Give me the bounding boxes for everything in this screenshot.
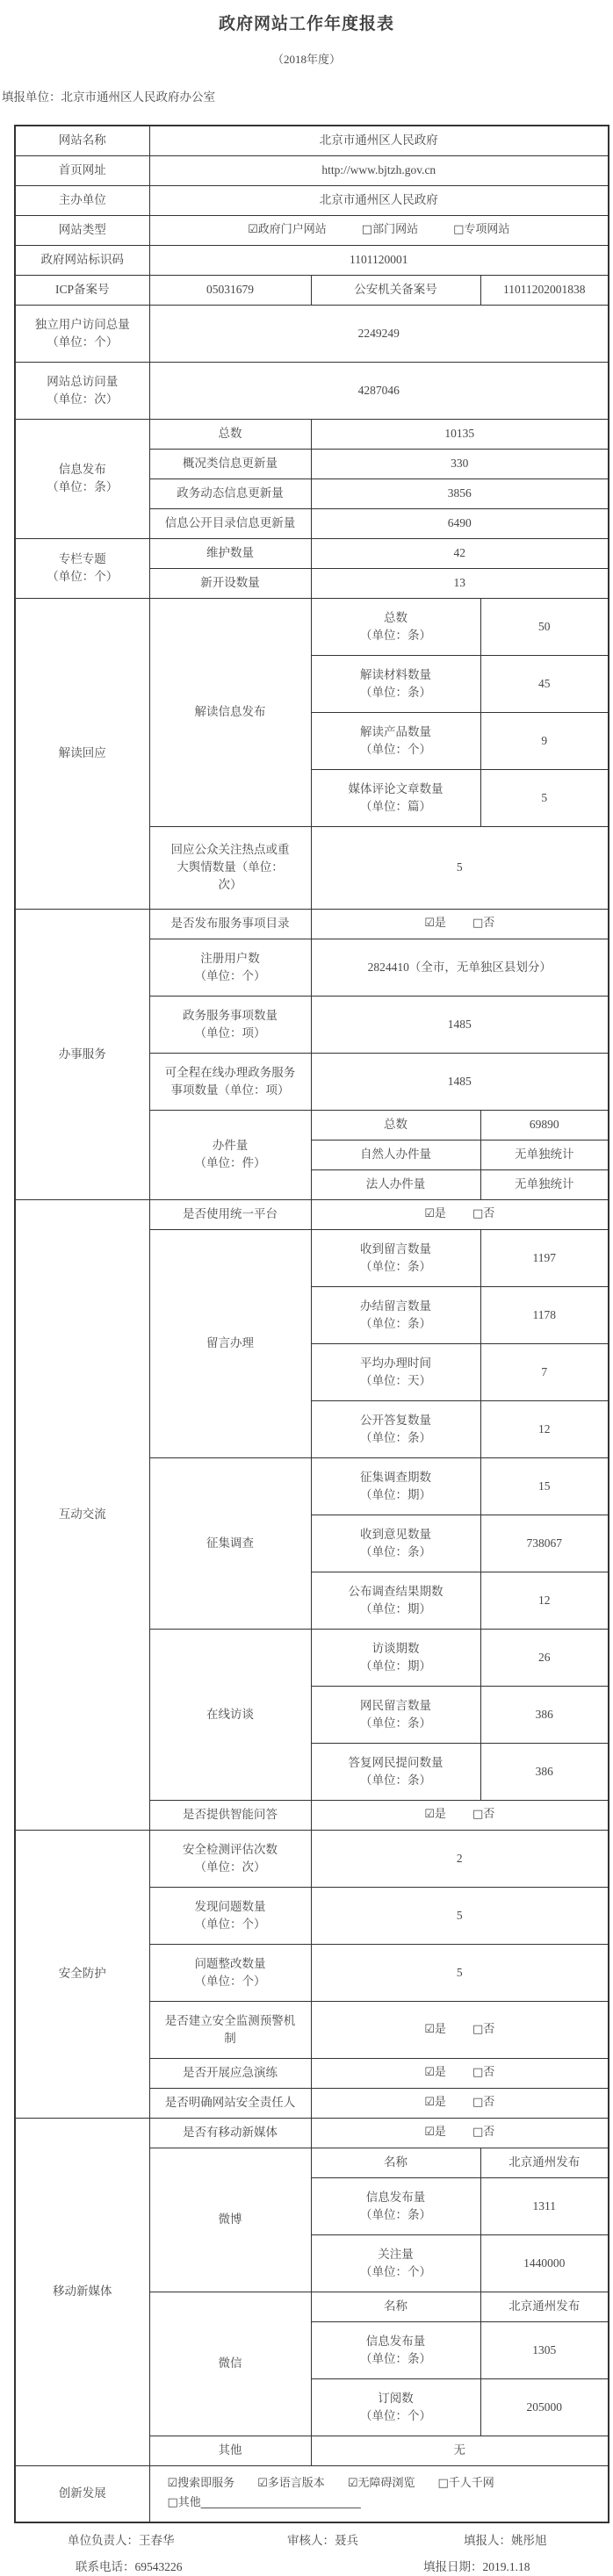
info-publish-item-label: 总数 bbox=[149, 419, 311, 449]
registered-users-label: 注册用户数 （单位：个） bbox=[149, 939, 311, 996]
has-media-label: 是否有移动新媒体 bbox=[149, 2118, 311, 2148]
table-row bbox=[15, 1830, 609, 1887]
other-media-label: 其他 bbox=[149, 2436, 311, 2465]
interview-item-value: 386 bbox=[480, 1743, 609, 1800]
checkbox-special-site[interactable]: □专项网站 bbox=[453, 223, 510, 236]
checkbox-no[interactable]: □否 bbox=[472, 1808, 495, 1821]
survey-item-value: 15 bbox=[480, 1457, 609, 1515]
section-security: 安全防护 bbox=[15, 1830, 149, 2118]
interpretation-item-label: 解读材料数量 （单位：条） bbox=[311, 655, 480, 712]
service-catalog-label: 是否发布服务事项目录 bbox=[149, 909, 311, 939]
message-handling-label: 留言办理 bbox=[149, 1229, 311, 1457]
cases-label: 办件量 （单位：件） bbox=[149, 1110, 311, 1199]
checkbox-portal-site[interactable]: ☑政府门户网站 bbox=[248, 223, 327, 236]
hot-response-label: 回应公众关注热点或重大舆情数量（单位：次） bbox=[149, 826, 311, 909]
checkbox-yes[interactable]: ☑是 bbox=[424, 1808, 446, 1821]
info-publish-item-label: 政务动态信息更新量 bbox=[149, 479, 311, 508]
cases-item-value: 无单独统计 bbox=[480, 1169, 609, 1199]
table-row bbox=[15, 909, 609, 939]
special-columns-item-label: 新开设数量 bbox=[149, 568, 311, 598]
section-info-publish: 信息发布 （单位：条） bbox=[15, 419, 149, 538]
registered-users-value: 2824410（全市，无单独区县划分） bbox=[311, 939, 609, 996]
security-item-label: 问题整改数量 （单位：个） bbox=[149, 1944, 311, 2001]
table-row bbox=[15, 126, 609, 155]
site-type-options bbox=[149, 215, 609, 245]
special-columns-item-value: 13 bbox=[311, 568, 609, 598]
interpretation-item-label: 解读产品数量 （单位：个） bbox=[311, 712, 480, 769]
survey-item-value: 738067 bbox=[480, 1515, 609, 1572]
weibo-followers-value: 1440000 bbox=[480, 2234, 609, 2292]
message-item-value: 1197 bbox=[480, 1229, 609, 1286]
security-item-value: 2 bbox=[311, 1830, 609, 1887]
checkbox-no[interactable]: □否 bbox=[472, 2066, 495, 2079]
checkbox-no[interactable]: □否 bbox=[472, 2126, 495, 2139]
police-record-value: 11011202001838 bbox=[480, 275, 609, 305]
section-interaction: 互动交流 bbox=[15, 1199, 149, 1830]
weibo-followers-label: 关注量 （单位：个） bbox=[311, 2234, 480, 2292]
section-service: 办事服务 bbox=[15, 909, 149, 1199]
section-interpretation: 解读回应 bbox=[15, 598, 149, 909]
service-items-value: 1485 bbox=[311, 996, 609, 1053]
checkbox-no[interactable]: □否 bbox=[472, 2022, 495, 2036]
icp-label: ICP备案号 bbox=[15, 275, 149, 305]
info-publish-item-label: 概况类信息更新量 bbox=[149, 449, 311, 479]
page-subtitle: （2018年度） bbox=[271, 53, 341, 66]
weibo-publish-label: 信息发布量 （单位：条） bbox=[311, 2177, 480, 2234]
table-row bbox=[15, 2118, 609, 2148]
footer-phone: 联系电话：69543226 bbox=[76, 2560, 183, 2573]
interpretation-item-value: 9 bbox=[480, 712, 609, 769]
total-visits-label: 网站总访问量 （单位：次） bbox=[15, 362, 149, 419]
survey-item-label: 征集调查期数 （单位：期） bbox=[311, 1457, 480, 1515]
table-row bbox=[15, 419, 609, 449]
section-special-columns: 专栏专题 （单位：个） bbox=[15, 538, 149, 598]
message-item-label: 公开答复数量 （单位：条） bbox=[311, 1400, 480, 1457]
footer-auditor: 审核人：聂兵 bbox=[287, 2534, 358, 2547]
checkbox-no[interactable]: □否 bbox=[472, 1207, 495, 1220]
checkbox-department-site[interactable]: □部门网站 bbox=[361, 223, 419, 236]
hot-response-value: 5 bbox=[311, 826, 609, 909]
cases-item-label: 自然人办件量 bbox=[311, 1140, 480, 1169]
interview-item-value: 386 bbox=[480, 1686, 609, 1743]
interpretation-item-value: 45 bbox=[480, 655, 609, 712]
interview-label: 在线访谈 bbox=[149, 1629, 311, 1800]
weibo-name-value: 北京通州发布 bbox=[480, 2148, 609, 2177]
site-type-label: 网站类型 bbox=[15, 215, 149, 245]
online-items-value: 1485 bbox=[311, 1053, 609, 1110]
home-url-label: 首页网址 bbox=[15, 155, 149, 185]
checkbox-no[interactable]: □否 bbox=[472, 2096, 495, 2109]
table-row bbox=[15, 185, 609, 215]
cases-item-value: 无单独统计 bbox=[480, 1140, 609, 1169]
table-row bbox=[15, 2465, 609, 2522]
info-publish-item-label: 信息公开目录信息更新量 bbox=[149, 508, 311, 538]
wechat-subscribers-value: 205000 bbox=[480, 2378, 609, 2436]
info-publish-item-value: 3856 bbox=[311, 479, 609, 508]
checkbox-other[interactable]: □其他____________________________ bbox=[167, 2496, 361, 2510]
site-code-value: 1101120001 bbox=[149, 245, 609, 275]
sponsor-label: 主办单位 bbox=[15, 185, 149, 215]
cases-item-value: 69890 bbox=[480, 1110, 609, 1140]
wechat-label: 微信 bbox=[149, 2292, 311, 2436]
responsible-options bbox=[311, 2088, 609, 2118]
interpretation-item-value: 5 bbox=[480, 769, 609, 826]
sponsor-value: 北京市通州区人民政府 bbox=[149, 185, 609, 215]
total-visits-value: 4287046 bbox=[149, 362, 609, 419]
message-item-value: 7 bbox=[480, 1343, 609, 1400]
warning-mechanism-label: 是否建立安全监测预警机制 bbox=[149, 2001, 311, 2058]
footer-reporter: 填报人：姚彤旭 bbox=[464, 2534, 547, 2547]
footer-principal: 单位负责人：王春华 bbox=[68, 2534, 175, 2547]
weibo-name-label: 名称 bbox=[311, 2148, 480, 2177]
table-row bbox=[15, 305, 609, 362]
checkbox-yes[interactable]: ☑是 bbox=[424, 917, 446, 930]
service-items-label: 政务服务事项数量 （单位：项） bbox=[149, 996, 311, 1053]
cases-item-label: 法人办件量 bbox=[311, 1169, 480, 1199]
site-code-label: 政府网站标识码 bbox=[15, 245, 149, 275]
smart-qa-options bbox=[311, 1800, 609, 1830]
site-name-label: 网站名称 bbox=[15, 126, 149, 155]
innovation-options bbox=[149, 2465, 609, 2522]
section-new-media: 移动新媒体 bbox=[15, 2118, 149, 2465]
annual-report-table bbox=[14, 125, 609, 2523]
icp-value: 05031679 bbox=[149, 275, 311, 305]
checkbox-accessible[interactable]: ☑无障碍浏览 bbox=[347, 2477, 415, 2491]
checkbox-yes[interactable]: ☑是 bbox=[424, 2066, 446, 2079]
interview-item-label: 网民留言数量 （单位：条） bbox=[311, 1686, 480, 1743]
interview-item-label: 答复网民提问数量 （单位：条） bbox=[311, 1743, 480, 1800]
security-item-value: 5 bbox=[311, 1887, 609, 1944]
has-media-options bbox=[311, 2118, 609, 2148]
site-name-value: 北京市通州区人民政府 bbox=[149, 126, 609, 155]
drill-options bbox=[311, 2058, 609, 2088]
interpretation-item-label: 总数 （单位：条） bbox=[311, 598, 480, 655]
table-row bbox=[15, 1199, 609, 1229]
message-item-label: 收到留言数量 （单位：条） bbox=[311, 1229, 480, 1286]
message-item-value: 12 bbox=[480, 1400, 609, 1457]
checkbox-yes[interactable]: ☑是 bbox=[424, 1207, 446, 1220]
wechat-publish-label: 信息发布量 （单位：条） bbox=[311, 2321, 480, 2378]
other-media-value: 无 bbox=[311, 2436, 609, 2465]
checkbox-yes[interactable]: ☑是 bbox=[424, 2126, 446, 2139]
weibo-label: 微博 bbox=[149, 2148, 311, 2292]
table-row bbox=[15, 275, 609, 305]
checkbox-thousand-sites[interactable]: □千人千网 bbox=[437, 2477, 494, 2491]
wechat-name-label: 名称 bbox=[311, 2292, 480, 2321]
checkbox-yes[interactable]: ☑是 bbox=[424, 2022, 446, 2036]
special-columns-item-value: 42 bbox=[311, 538, 609, 568]
interpretation-publish-label: 解读信息发布 bbox=[149, 598, 311, 826]
interview-item-label: 访谈期数 （单位：期） bbox=[311, 1629, 480, 1686]
info-publish-item-value: 6490 bbox=[311, 508, 609, 538]
page-title: 政府网站工作年度报表 bbox=[218, 15, 394, 33]
warning-mechanism-options bbox=[311, 2001, 609, 2058]
home-url-value: http://www.bjtzh.gov.cn bbox=[149, 155, 609, 185]
table-row bbox=[15, 155, 609, 185]
interpretation-item-label: 媒体评论文章数量 （单位：篇） bbox=[311, 769, 480, 826]
footer-date: 填报日期：2019.1.18 bbox=[423, 2560, 530, 2573]
smart-qa-label: 是否提供智能问答 bbox=[149, 1800, 311, 1830]
security-item-label: 安全检测评估次数 （单位：次） bbox=[149, 1830, 311, 1887]
weibo-publish-value: 1311 bbox=[480, 2177, 609, 2234]
message-item-value: 1178 bbox=[480, 1286, 609, 1343]
info-publish-item-value: 330 bbox=[311, 449, 609, 479]
message-item-label: 办结留言数量 （单位：条） bbox=[311, 1286, 480, 1343]
table-row bbox=[15, 245, 609, 275]
security-item-value: 5 bbox=[311, 1944, 609, 2001]
table-row bbox=[15, 215, 609, 245]
report-unit-line: 填报单位：北京市通州区人民政府办公室 bbox=[2, 90, 215, 104]
checkbox-no[interactable]: □否 bbox=[472, 917, 495, 930]
checkbox-search-service[interactable]: ☑搜索即服务 bbox=[167, 2477, 235, 2491]
message-item-label: 平均办理时间 （单位：天） bbox=[311, 1343, 480, 1400]
unique-visitors-label: 独立用户访问总量 （单位：个） bbox=[15, 305, 149, 362]
security-item-label: 发现问题数量 （单位：个） bbox=[149, 1887, 311, 1944]
table-row bbox=[15, 538, 609, 568]
online-items-label: 可全程在线办理政务服务事项数量（单位：项） bbox=[149, 1053, 311, 1110]
wechat-subscribers-label: 订阅数 （单位：个） bbox=[311, 2378, 480, 2436]
interpretation-item-value: 50 bbox=[480, 598, 609, 655]
info-publish-item-value: 10135 bbox=[311, 419, 609, 449]
interview-item-value: 26 bbox=[480, 1629, 609, 1686]
table-row bbox=[15, 362, 609, 419]
service-catalog-options bbox=[311, 909, 609, 939]
survey-item-label: 公布调查结果期数 （单位：期） bbox=[311, 1572, 480, 1629]
survey-label: 征集调查 bbox=[149, 1457, 311, 1629]
responsible-label: 是否明确网站安全责任人 bbox=[149, 2088, 311, 2118]
special-columns-item-label: 维护数量 bbox=[149, 538, 311, 568]
unique-visitors-value: 2249249 bbox=[149, 305, 609, 362]
cases-item-label: 总数 bbox=[311, 1110, 480, 1140]
unified-platform-options bbox=[311, 1199, 609, 1229]
wechat-name-value: 北京通州发布 bbox=[480, 2292, 609, 2321]
checkbox-yes[interactable]: ☑是 bbox=[424, 2096, 446, 2109]
survey-item-label: 收到意见数量 （单位：条） bbox=[311, 1515, 480, 1572]
table-row bbox=[15, 598, 609, 655]
unified-platform-label: 是否使用统一平台 bbox=[149, 1199, 311, 1229]
drill-label: 是否开展应急演练 bbox=[149, 2058, 311, 2088]
section-innovation: 创新发展 bbox=[15, 2465, 149, 2522]
wechat-publish-value: 1305 bbox=[480, 2321, 609, 2378]
survey-item-value: 12 bbox=[480, 1572, 609, 1629]
police-record-label: 公安机关备案号 bbox=[311, 275, 480, 305]
checkbox-multilang[interactable]: ☑多语言版本 bbox=[257, 2477, 325, 2491]
